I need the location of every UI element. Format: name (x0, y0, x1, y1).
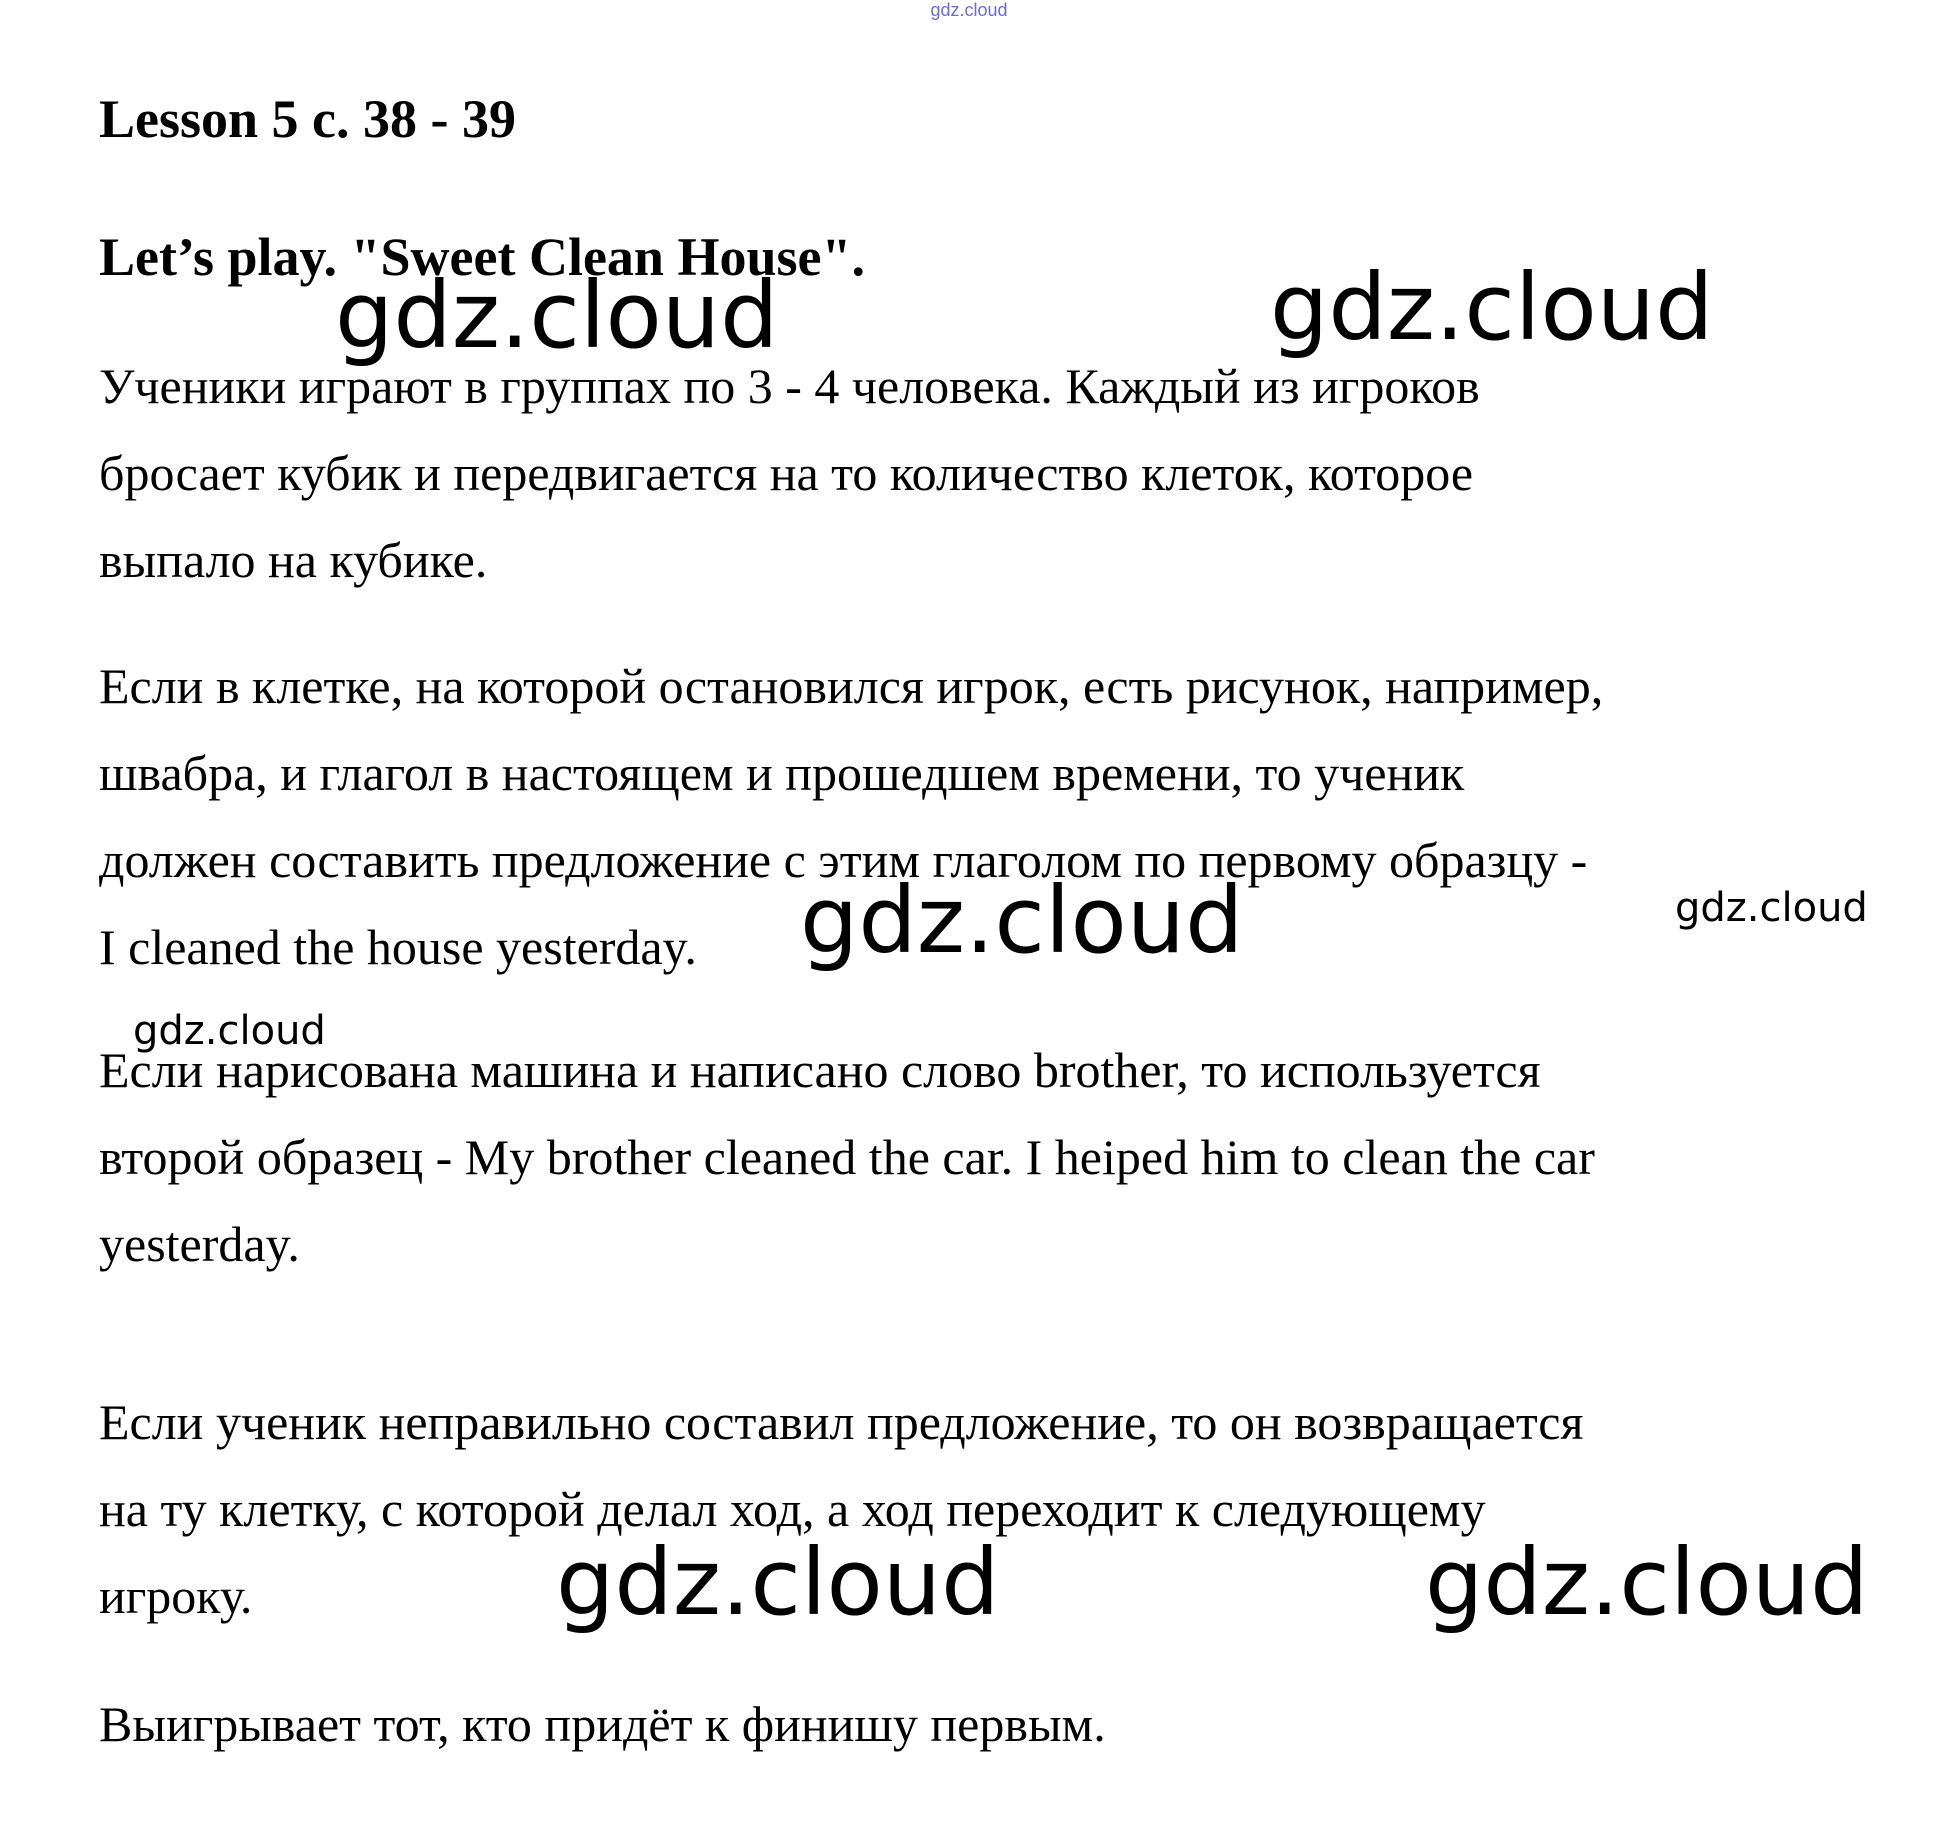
paragraph-line: должен составить предложение с этим глаголом по первому образцу - (99, 832, 1588, 888)
header-watermark: gdz.cloud (930, 0, 1008, 20)
page-subtitle: Let’s play. "Sweet Clean House". (99, 227, 865, 287)
watermark: gdz.cloud (1675, 885, 1868, 931)
paragraph-winner (99, 1681, 1889, 1768)
watermark: gdz.cloud (335, 262, 779, 369)
watermark: gdz.cloud (1270, 254, 1714, 361)
paragraph-second-pattern (99, 1027, 1889, 1288)
paragraph-rules-intro (99, 343, 1889, 604)
paragraph-line: бросает кубик и передвигается на то количество клеток, которое (99, 445, 1474, 501)
watermark: gdz.cloud (556, 1529, 1000, 1636)
paragraph-line: выпало на кубике. (99, 532, 488, 588)
watermark: gdz.cloud (133, 1008, 326, 1054)
watermark: gdz.cloud (800, 867, 1244, 974)
paragraph-line: Если в клетке, на которой остановился игрок, есть рисунок, например, (99, 658, 1604, 714)
watermark: gdz.cloud (1425, 1529, 1869, 1636)
paragraph-line: швабра, и глагол в настоящем и прошедшем времени, то ученик (99, 745, 1465, 801)
page-title: Lesson 5 c. 38 - 39 (99, 89, 516, 149)
paragraph-line: Ученики играют в группах по 3 - 4 человека. Каждый из игроков (99, 358, 1480, 414)
paragraph-line: на ту клетку, с которой делал ход, а ход переходит к следующему (99, 1481, 1486, 1537)
paragraph-line: yesterday. (99, 1216, 300, 1272)
paragraph-line: Если ученик неправильно составил предложение, то он возвращается (99, 1394, 1584, 1450)
paragraph-line: второй образец - My brother cleaned the car. I heiped him to clean the car (99, 1129, 1595, 1185)
paragraph-line: игроку. (99, 1568, 253, 1624)
paragraph-line: Выигрывает тот, кто придёт к финишу первым. (99, 1696, 1106, 1752)
paragraph-line: Если нарисована машина и написано слово brother, то используется (99, 1042, 1541, 1098)
paragraph-line: I cleaned the house yesterday. (99, 919, 697, 975)
